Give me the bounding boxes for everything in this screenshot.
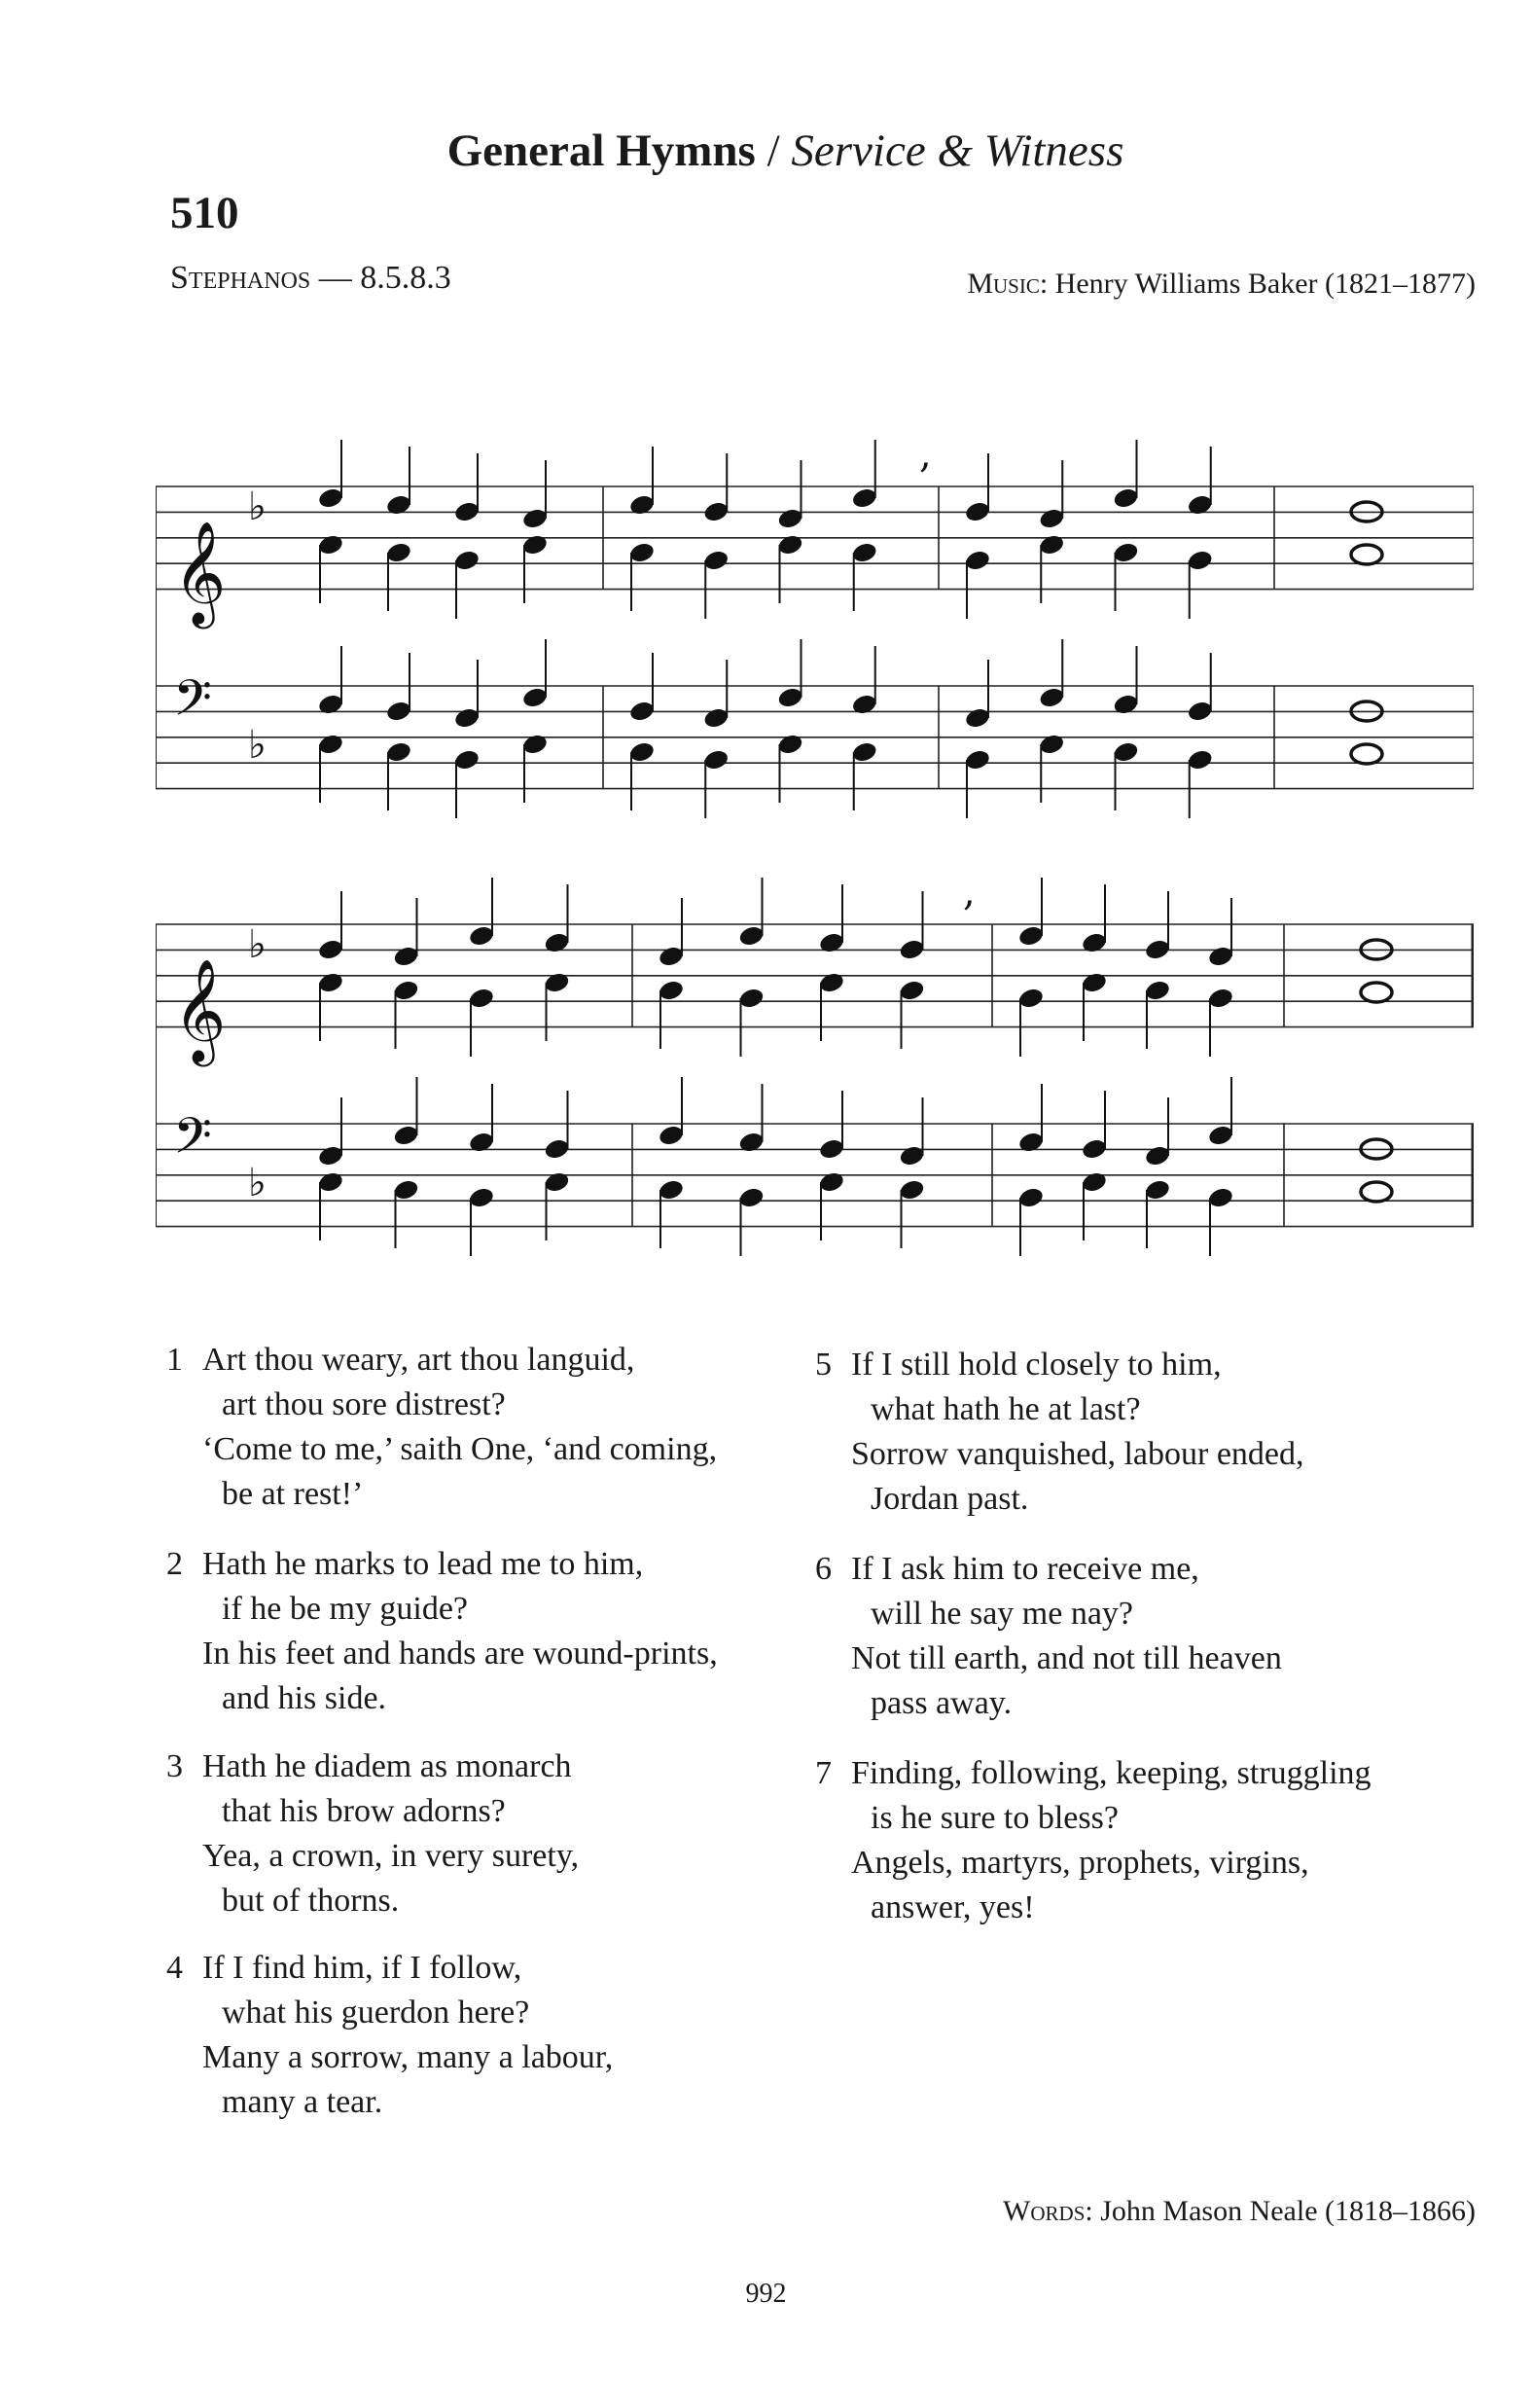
note-head [964, 549, 991, 572]
hymn-number: 510 [170, 188, 239, 238]
note-head [1112, 693, 1139, 716]
note-head [1038, 507, 1065, 530]
note-head [628, 493, 656, 517]
note-head [737, 987, 765, 1010]
stanza-line: ‘Come to me,’ saith One, ‘and coming, [202, 1431, 718, 1467]
words-credit [1003, 2195, 1476, 2228]
note-head [898, 1178, 925, 1202]
stanza-line: If I ask him to receive me, [851, 1551, 1199, 1587]
note-head [1017, 1131, 1045, 1154]
stanza-7 [793, 1751, 1493, 1936]
stanza-line: will he say me nay? [871, 1596, 1134, 1632]
note-head [851, 541, 878, 564]
note-head [964, 748, 991, 772]
note-head [1187, 549, 1214, 572]
note-head [1081, 971, 1108, 994]
stanza-number: 2 [166, 1546, 183, 1582]
section-title [0, 125, 1532, 177]
words-label: Words [1003, 2195, 1086, 2227]
note-head [543, 1137, 570, 1161]
note-head [702, 500, 730, 523]
stanza-line: but of thorns. [222, 1883, 400, 1919]
note-head [628, 700, 656, 723]
note-head [521, 686, 549, 709]
note-head [818, 1170, 845, 1194]
stanza-line: is he sure to bless? [871, 1800, 1119, 1836]
note-head [1187, 493, 1214, 517]
words-author: : John Mason Neale (1818–1866) [1085, 2195, 1476, 2227]
note-head [385, 700, 412, 723]
note-head [1038, 533, 1065, 557]
note-head [702, 706, 730, 730]
flat-sign: ♭ [248, 922, 267, 967]
stanza-number: 4 [166, 1950, 183, 1986]
music-score [156, 428, 1474, 1304]
note-head [1207, 1124, 1234, 1147]
flat-sign: ♭ [248, 485, 267, 529]
note-head [392, 945, 419, 968]
note-head [737, 924, 765, 948]
whole-note [1351, 744, 1382, 764]
flat-sign: ♭ [248, 723, 267, 768]
note-head [317, 733, 344, 756]
tune-line [170, 260, 451, 297]
note-head [385, 493, 412, 517]
title-separator: / [766, 126, 780, 176]
note-head [1017, 924, 1045, 948]
note-head [702, 748, 730, 772]
note-head [385, 740, 412, 764]
note-head [392, 1124, 419, 1147]
stanza-number: 3 [166, 1748, 183, 1784]
note-head [1081, 1137, 1108, 1161]
note-head [851, 486, 878, 510]
note-head [776, 533, 803, 557]
stanza-line: Yea, a crown, in very surety, [202, 1838, 580, 1874]
note-head [1081, 1170, 1108, 1194]
note-head [658, 1178, 685, 1202]
note-head [317, 1170, 344, 1194]
note-head [543, 1170, 570, 1194]
meter: — 8.5.8.3 [318, 260, 451, 296]
music-label: Music [967, 268, 1040, 300]
note-head [317, 533, 344, 557]
note-head [1112, 541, 1139, 564]
note-head [1144, 1144, 1171, 1168]
note-head [1144, 979, 1171, 1002]
stanza-number: 6 [815, 1551, 832, 1587]
note-head [392, 979, 419, 1002]
note-head [658, 945, 685, 968]
note-head [1038, 733, 1065, 756]
note-head [851, 693, 878, 716]
note-head [1207, 1186, 1234, 1209]
stanza-line: Many a sorrow, many a labour, [202, 2039, 614, 2075]
note-head [776, 686, 803, 709]
note-head [851, 740, 878, 764]
flat-sign: ♭ [248, 1161, 267, 1205]
stanza-6 [793, 1547, 1493, 1732]
note-head [521, 733, 549, 756]
section-main-title: General Hymns [446, 126, 756, 176]
stanza-line: If I still hold closely to him, [851, 1347, 1222, 1383]
note-head [317, 486, 344, 510]
breath-mark: , [963, 870, 976, 915]
treble-clef: 𝄞 [173, 520, 227, 625]
tune-name: Stephanos [170, 260, 311, 296]
stanza-line: Not till earth, and not till heaven [851, 1640, 1282, 1676]
bass-clef: 𝄢 [173, 1106, 212, 1177]
note-head [964, 500, 991, 523]
stanza-line: If I find him, if I follow, [202, 1950, 522, 1986]
note-head [1038, 686, 1065, 709]
note-head [628, 740, 656, 764]
stanza-line: Sorrow vanquished, labour ended, [851, 1436, 1304, 1472]
note-head [468, 987, 495, 1010]
stanza-number: 1 [166, 1342, 183, 1378]
note-head [317, 693, 344, 716]
note-head [818, 931, 845, 954]
section-subtitle: Service & Witness [791, 126, 1124, 176]
stanza-line: Angels, martyrs, prophets, virgins, [851, 1845, 1309, 1881]
stanza-line: what hath he at last? [871, 1391, 1141, 1427]
note-head [702, 549, 730, 572]
note-head [1207, 945, 1234, 968]
note-head [1187, 700, 1214, 723]
music-credit [967, 268, 1476, 301]
stanza-3 [144, 1744, 844, 1929]
note-head [317, 971, 344, 994]
note-head [317, 1144, 344, 1168]
whole-note [1351, 545, 1382, 564]
note-head [521, 533, 549, 557]
note-head [1112, 486, 1139, 510]
note-head [964, 706, 991, 730]
stanza-line: Art thou weary, art thou languid, [202, 1342, 635, 1378]
treble-clef: 𝄞 [173, 957, 227, 1062]
note-head [818, 971, 845, 994]
bass-clef: 𝄢 [173, 668, 212, 739]
note-head [737, 1131, 765, 1154]
stanza-line: Hath he marks to lead me to him, [202, 1546, 644, 1582]
note-head [898, 979, 925, 1002]
note-head [818, 1137, 845, 1161]
note-head [628, 541, 656, 564]
note-head [658, 979, 685, 1002]
note-head [1017, 987, 1045, 1010]
stanza-number: 5 [815, 1347, 832, 1383]
stanza-4 [144, 1946, 844, 2131]
whole-note [1361, 983, 1392, 1002]
stanza-2 [144, 1542, 844, 1727]
stanza-line: Finding, following, keeping, struggling [851, 1755, 1372, 1791]
note-head [453, 549, 481, 572]
note-head [737, 1186, 765, 1209]
note-head [543, 931, 570, 954]
stanza-1 [144, 1338, 844, 1523]
note-head [385, 541, 412, 564]
whole-note [1361, 1182, 1392, 1202]
stanza-line: be at rest!’ [222, 1476, 364, 1512]
stanza-number: 7 [815, 1755, 832, 1791]
note-head [776, 733, 803, 756]
breath-mark: , [919, 432, 932, 477]
note-head [898, 1144, 925, 1168]
note-head [1144, 938, 1171, 961]
note-head [1187, 748, 1214, 772]
note-head [453, 706, 481, 730]
stanza-line: what his guerdon here? [222, 1995, 530, 2031]
stanza-line: if he be my guide? [222, 1591, 469, 1627]
note-head [468, 1186, 495, 1209]
music-composer: : Henry Williams Baker (1821–1877) [1039, 268, 1476, 300]
stanza-line: art thou sore distrest? [222, 1386, 506, 1422]
stanza-5 [793, 1343, 1493, 1527]
stanza-line: answer, yes! [871, 1889, 1035, 1925]
note-head [453, 748, 481, 772]
stanza-line: and his side. [222, 1680, 387, 1716]
note-head [468, 924, 495, 948]
stanza-line: that his brow adorns? [222, 1793, 506, 1829]
note-head [521, 507, 549, 530]
note-head [453, 500, 481, 523]
note-head [317, 938, 344, 961]
page-number: 992 [745, 2279, 787, 2309]
stanza-line: In his feet and hands are wound-prints, [202, 1635, 718, 1671]
note-head [1112, 740, 1139, 764]
note-head [898, 938, 925, 961]
note-head [1144, 1178, 1171, 1202]
stanza-line: Hath he diadem as monarch [202, 1748, 572, 1784]
note-head [543, 971, 570, 994]
note-head [1207, 987, 1234, 1010]
note-head [1081, 931, 1108, 954]
note-head [468, 1131, 495, 1154]
note-head [658, 1124, 685, 1147]
stanza-line: many a tear. [222, 2084, 383, 2120]
note-head [1017, 1186, 1045, 1209]
stanza-line: Jordan past. [871, 1481, 1029, 1517]
stanza-line: pass away. [871, 1685, 1013, 1721]
note-head [392, 1178, 419, 1202]
note-head [776, 507, 803, 530]
